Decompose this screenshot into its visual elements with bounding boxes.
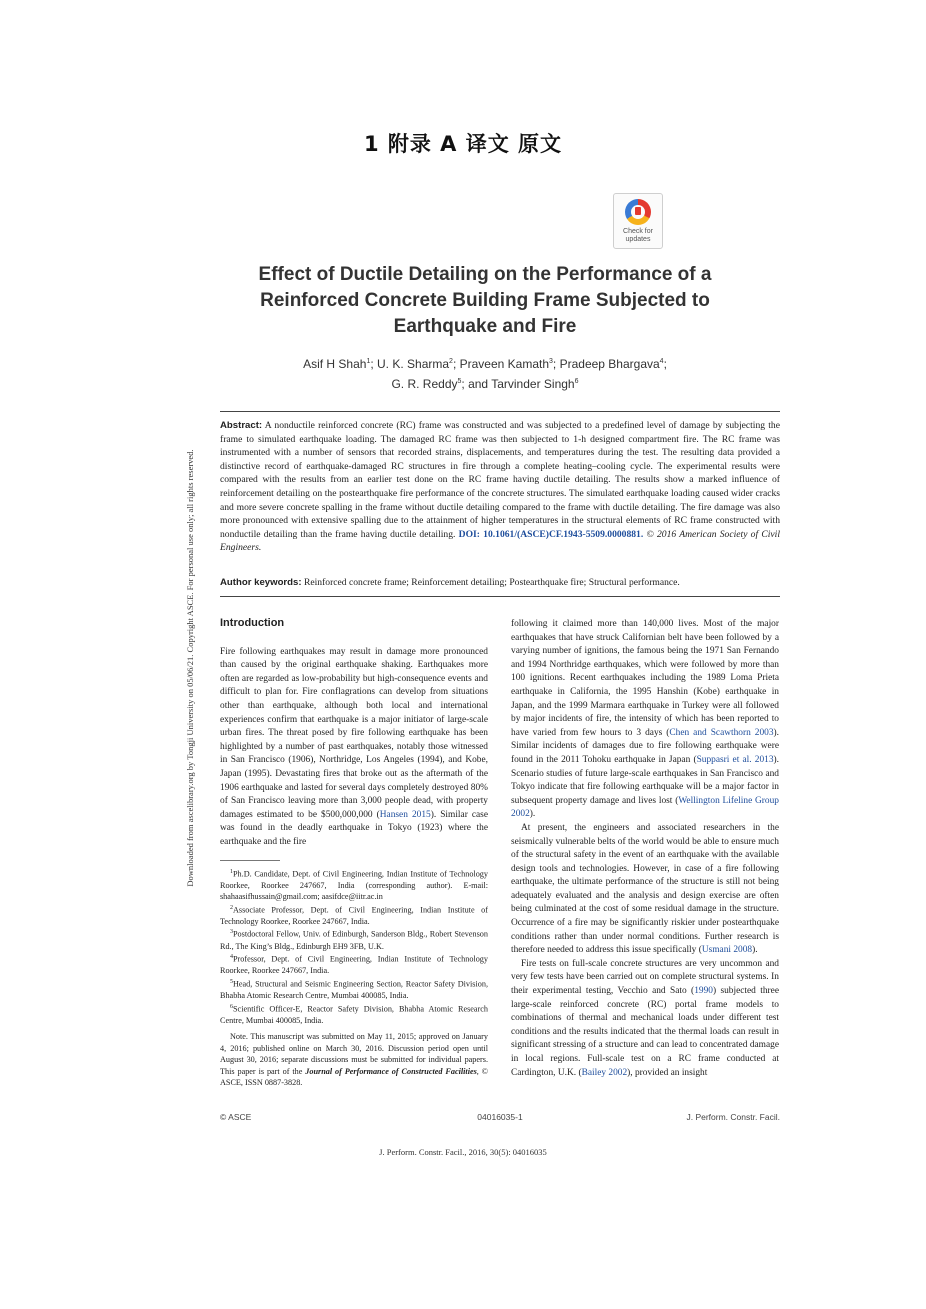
author: G. R. Reddy$^5$; and [391,377,492,391]
author: Praveen Kamath$^3$; [459,357,560,371]
author: Pradeep Bhargava$^4$; [559,357,667,371]
citation-link[interactable]: Bailey 2002 [581,1067,628,1078]
author: U. K. Sharma$^2$; [377,357,460,371]
body-paragraph: At present, the engineers and associated researchers in the seismically vulnerable belts of the world would be able to ensure much of the structural safety in the event of an earthquake with the available design tools and technologies. However, in case of a fire following earthquake, the ultimate performance of the structure is still not being adequately evaluated and the analysis and design exercise are often being culminated at the cost of some residual damage in the structure. Occurrence of a fire may be significantly riskier under postearthquake conditions rather than under normal conditions. Further research is therefore needed to address this issue specifically (Usmani 2008). [511,822,779,956]
check-for-updates-label: Check for updates [623,228,653,243]
citation-link[interactable]: Suppasri et al. 2013 [696,754,774,765]
doi-link[interactable]: DOI: 10.1061/(ASCE)CF.1943-5509.0000881. [458,528,644,540]
author-list [250,353,720,393]
divider [220,411,780,412]
body-paragraph: Fire tests on full-scale concrete structures are very uncommon and very few tests have been carried out on complete structural systems. In their experimental testing, Vecchio and Sato (1990) subjected three large-scale reinforced concrete (RC) portal frame models to combinations of thermal and mechanical loads under different test conditions and the results indicated that the thermal loads can result in significant stressing of a structure and can lead to concentrated damage in local regions. Full-scale test on a RC frame conducted at Cardington, U.K. (Bailey 2002), provided an insight [511,958,779,1078]
footnote: $^5$Head, Structural and Seismic Engineering Section, Reactor Safety Division, Bhabha Atomic Research Centre, Mumbai 400085, India. [220,978,488,1001]
citation-link[interactable]: Hansen 2015 [379,809,431,820]
footnote: $^1$Ph.D. Candidate, Dept. of Civil Engineering, Indian Institute of Technology Roorkee, Roorkee 247667, India (corresponding author). E-mail: shahaasifhussain@gmail.com; aasifdce@iitr.ac.in [220,868,488,902]
check-for-updates-icon [625,199,651,225]
journal-name: Journal of Performance of Constructed Facilities [305,1066,477,1076]
abstract-label: Abstract: [220,420,263,431]
abstract-text: A nonductile reinforced concrete (RC) frame was constructed and was subjected to a predefined level of damage by subjecting the frame to simulated earthquake loading. The damaged RC frame was then subjected to 1-h designed compartment fire. The RC frame was instrumented with a number of sensors that recorded strains, displacements, and temperatures during the test. The resulting data provided a distinctive record of earthquake-damaged RC structures in fire through a complete heating–cooling cycle. The experimental results were compared with the results from an earlier test done on the RC frame having ductile detailing. The results show a marked influence of reinforcement detailing on the postearthquake fire performance of the concrete structures. The simulated earthquake loading caused wider cracks and more severe concrete spalling in the frame without ductile detailing compared to the frame with ductile detailing. The fire damage was also more pronounced with extensive spalling due to the attainment of higher temperatures in the structural elements of RC frame constructed with nonductile detailing than the frame having ductile detailing. [220,420,780,540]
footnotes [220,867,488,1089]
keywords-label: Author keywords: [220,577,302,588]
citation-link[interactable]: Wellington Lifeline Group 2002 [511,795,779,820]
page-footer [220,1112,780,1122]
footnote: $^3$Postdoctoral Fellow, Univ. of Edinburgh, Sanderson Bldg., Robert Stevenson Rd., The King’s Bldg., Edinburgh EH9 3FB, U.K. [220,929,488,951]
author-keywords [220,577,780,588]
footnote: $^4$Professor, Dept. of Civil Engineering, Indian Institute of Technology Roorkee, Roorkee 247667, India. [220,954,488,976]
section-heading-introduction: Introduction [220,617,285,629]
citation-line: J. Perform. Constr. Facil., 2016, 30(5): 04016035 [379,1147,547,1157]
citation-link[interactable]: 1990 [694,986,713,997]
check-for-updates-badge[interactable] [613,193,663,249]
copyright: © 2016 American Society of Civil Engineers. [220,528,781,554]
download-watermark: Downloaded from ascelibrary.org by Tongji University on 05/06/21. Copyright ASCE. For personal use only; all rights reserved. [185,448,195,887]
author: Asif H Shah$^1$; [303,357,378,371]
abstract [220,419,780,555]
intro-paragraph: Fire following earthquakes may result in damage more pronounced than caused by the original earthquake shaking. Earthquakes more often are regarded as low-probability but high-consequence events and difficult to plan for. Fire conflagrations can develop from situations other than earthquake, although both local and international experiences confirm that earthquake is a major initiator of large-scale urban fires. The threat posed by fire following earthquake has been highlighted by a number of past earthquakes, notably those witnessed in San Francisco (1906), Northridge, Los Angeles (1994), and Kobe, Japan (1995). Devastating fires that broke out as the aftermath of the 1906 earthquake and lasted for several days completely destroyed 80% of San Francisco leaving more than 3,000 people dead, with property damages estimated to be $500,000,000 (Hansen 2015). Similar case was found in the deadly earthquake in Tokyo (1923) where the earthquake and the fire [220,646,488,847]
divider [220,596,780,597]
author: Tarvinder Singh$^6$ [491,377,579,391]
footnote: $^6$Scientific Officer-E, Reactor Safety Division, Bhabha Atomic Research Centre, Mumbai 400085, India. [220,1003,488,1025]
citation-link[interactable]: Usmani 2008 [701,945,753,956]
footer-publisher: © ASCE [220,1112,252,1122]
left-column [220,617,488,1089]
footnote-divider [220,860,280,861]
manuscript-note: Note. This manuscript was submitted on May 11, 2015; approved on January 4, 2016; published online on March 30, 2016. Discussion period open until August 30, 2016; separate discussions must be submitted for individual papers. This paper is part of the Journal of Performance of Constructed Facilities, © ASCE, ISSN 0887-3828. [220,1032,488,1088]
paper-title: Effect of Ductile Detailing on the Performance of a Reinforced Concrete Building Frame Subjected to Earthquake and Fire [258,264,712,337]
keywords-text: Reinforced concrete frame; Reinforcement detailing; Postearthquake fire; Structural performance. [303,577,680,588]
footer-journal: J. Perform. Constr. Facil. [686,1112,780,1122]
footer-article-number: 04016035-1 [477,1112,523,1122]
right-column [511,618,779,1080]
body-paragraph: following it claimed more than 140,000 lives. Most of the major earthquakes that have struck Californian belt have been followed by a varying number of ignitions, the famous being the 1971 San Fernando and 1994 Northridge earthquakes, which were followed by more than 100 ignitions. Recent earthquakes including the 1989 Loma Prieta earthquake in California, the 1995 Hanshin (Kobe) earthquake in Japan, and the 1999 Marmara earthquake in Turkey were all followed by major incidents of fire, the intensity of which has been reported to have varied from few hours to 3 days (Chen and Scawthorn 2003). Similar incidents of damages due to fire following earthquake were found in the 2011 Tohoku earthquake in Japan (Suppasri et al. 2013). Scenario studies of future large-scale earthquakes in San Francisco and Tokyo indicate that fire following earthquake will be a major factor in subsequent property damage and lives lost (Wellington Lifeline Group 2002). [511,619,779,820]
citation-link[interactable]: Chen and Scawthorn 2003 [669,727,774,738]
footnote: $^2$Associate Professor, Dept. of Civil Engineering, Indian Institute of Technology Roorkee, Roorkee 247667, India. [220,904,488,926]
appendix-heading: 1 附录 A 译文 原文 [363,132,563,156]
